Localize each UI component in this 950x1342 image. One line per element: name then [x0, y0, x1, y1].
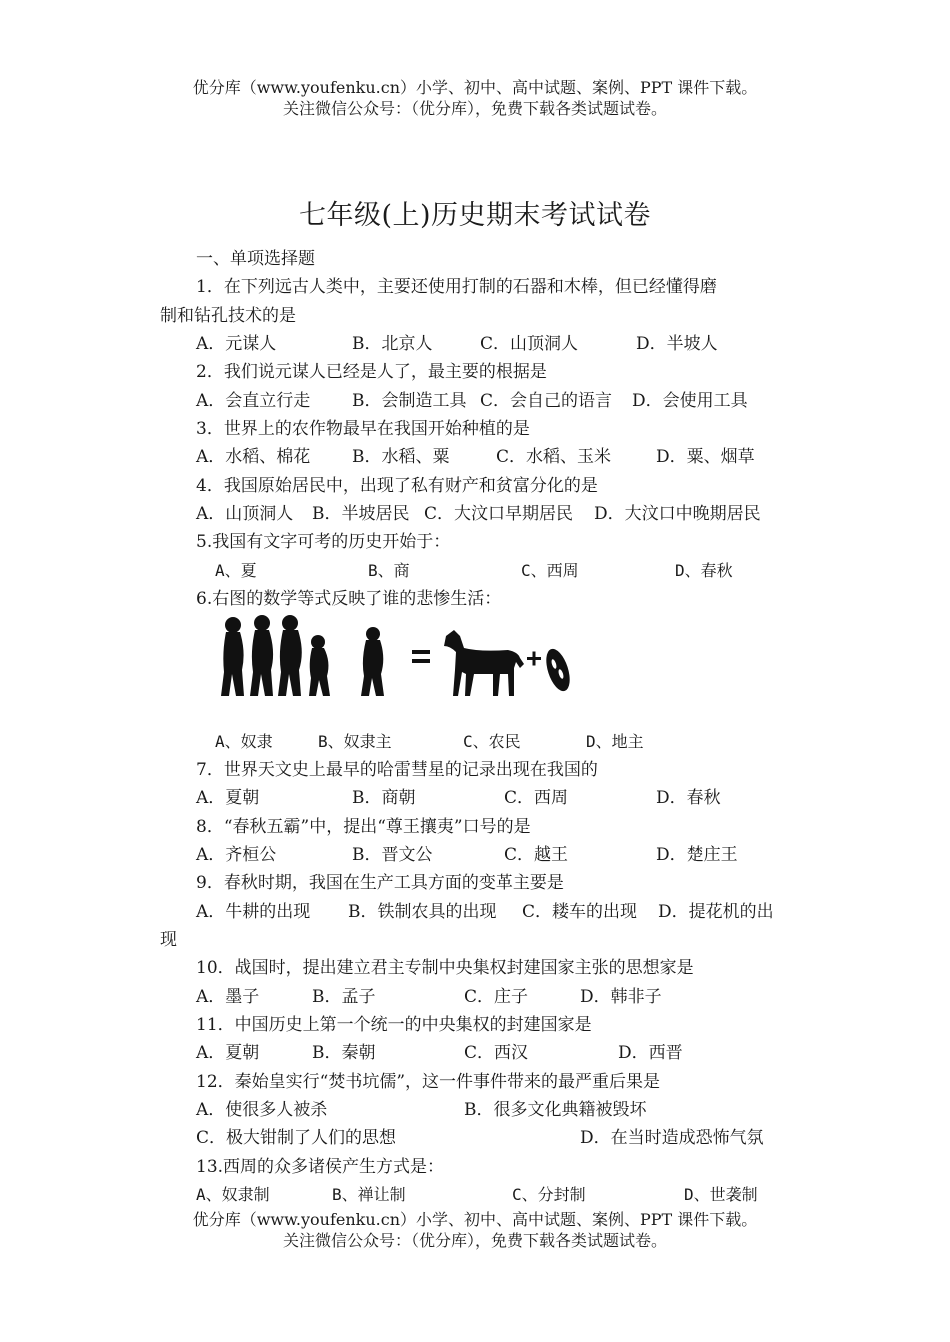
q11-option-a: A．夏朝	[196, 1043, 260, 1063]
q7-option-d: D．春秋	[656, 788, 721, 808]
q9-option-b: B．铁制农具的出现	[348, 902, 497, 922]
q1-option-d: D．半坡人	[636, 334, 718, 354]
question-9-stem: 9．春秋时期，我国在生产工具方面的变革主要是	[196, 873, 564, 893]
question-1-stem: 1．在下列远古人类中，主要还使用打制的石器和木棒，但已经懂得磨	[196, 277, 717, 297]
q8-option-b: B．晋文公	[352, 845, 433, 865]
question-5-stem: 5.我国有文字可考的历史开始于：	[196, 532, 451, 552]
q3-option-c: C．水稻、玉米	[496, 447, 612, 467]
question-10-stem: 10．战国时，提出建立君主专制中央集权封建国家主张的思想家是	[196, 958, 694, 978]
question-11-stem: 11．中国历史上第一个统一的中央集权的封建国家是	[196, 1015, 592, 1035]
footer-line-2: 关注微信公众号：（优分库），免费下载各类试题试卷。	[282, 1231, 667, 1250]
q11-option-b: B．秦朝	[312, 1043, 376, 1063]
q5-option-c: C、西周	[521, 561, 579, 580]
q4-option-d: D．大汶口中晚期居民	[594, 504, 761, 524]
q13-option-d: D、世袭制	[684, 1185, 758, 1204]
question-6-stem: 6.右图的数学等式反映了谁的悲惨生活：	[196, 589, 502, 609]
page-title: 七年级(上)历史期末考试试卷	[298, 200, 652, 231]
question-2-stem: 2．我们说元谋人已经是人了，最主要的根据是	[196, 362, 547, 382]
q6-option-a: A、奴隶	[215, 732, 273, 751]
q1-option-c: C．山顶洞人	[480, 334, 579, 354]
q2-option-b: B．会制造工具	[352, 391, 467, 411]
q12-option-d: D．在当时造成恐怖气氛	[580, 1128, 764, 1148]
q7-option-c: C．西周	[504, 788, 569, 808]
q5-option-d: D、春秋	[675, 561, 733, 580]
q2-option-a: A．会直立行走	[196, 391, 311, 411]
q6-option-c: C、农民	[463, 732, 521, 751]
q9-option-d-cont: 现	[160, 930, 177, 950]
q13-option-a: A、奴隶制	[196, 1185, 270, 1204]
q11-option-d: D．西晋	[618, 1043, 683, 1063]
q3-option-d: D．粟、烟草	[656, 447, 755, 467]
q9-option-a: A．牛耕的出现	[196, 902, 311, 922]
q10-option-b: B．孟子	[312, 987, 376, 1007]
q8-option-a: A．齐桓公	[196, 845, 277, 865]
q10-option-c: C．庄子	[464, 987, 529, 1007]
q13-option-b: B、禅让制	[332, 1185, 406, 1204]
q9-option-d: D．提花机的出	[658, 902, 774, 922]
q12-option-c: C．极大钳制了人们的思想	[196, 1128, 397, 1148]
question-4-stem: 4．我国原始居民中，出现了私有财产和贫富分化的是	[196, 476, 598, 496]
q7-option-a: A．夏朝	[196, 788, 260, 808]
q9-option-c: C．耧车的出现	[522, 902, 638, 922]
q4-option-b: B．半坡居民	[312, 504, 410, 524]
section-heading: 一、单项选择题	[196, 249, 315, 269]
q10-option-d: D．韩非子	[580, 987, 662, 1007]
q5-option-a: A、夏	[215, 561, 257, 580]
question-8-stem: 8．“春秋五霸”中，提出“尊王攘夷”口号的是	[196, 817, 531, 837]
q3-option-b: B．水稻、粟	[352, 447, 450, 467]
q11-option-c: C．西汉	[464, 1043, 529, 1063]
q6-option-b: B、奴隶主	[318, 732, 392, 751]
q1-option-b: B．北京人	[352, 334, 433, 354]
header-line-2: 关注微信公众号：（优分库），免费下载各类试题试卷。	[282, 99, 667, 118]
q4-option-a: A．山顶洞人	[196, 504, 294, 524]
q2-option-d: D．会使用工具	[632, 391, 748, 411]
silhouette-figures	[218, 612, 573, 704]
q8-option-c: C．越王	[504, 845, 569, 865]
q12-option-a: A．使很多人被杀	[196, 1100, 328, 1120]
q8-option-d: D．楚庄王	[656, 845, 738, 865]
q4-option-c: C．大汶口早期居民	[424, 504, 574, 524]
q10-option-a: A．墨子	[196, 987, 260, 1007]
question-12-stem: 12．秦始皇实行“焚书坑儒”，这一件事件带来的最严重后果是	[196, 1072, 661, 1092]
q1-option-a: A．元谋人	[196, 334, 277, 354]
q5-option-b: B、商	[368, 561, 410, 580]
slave-equation-image	[218, 612, 573, 704]
question-13-stem: 13.西周的众多诸侯产生方式是：	[196, 1157, 445, 1177]
q12-option-b: B．很多文化典籍被毁坏	[464, 1100, 647, 1120]
question-7-stem: 7．世界天文史上最早的哈雷彗星的记录出现在我国的	[196, 760, 598, 780]
q6-option-d: D、地主	[586, 732, 644, 751]
q13-option-c: C、分封制	[512, 1185, 586, 1204]
footer-line-1: 优分库（www.youfenku.cn）小学、初中、高中试题、案例、PPT 课件下载。	[192, 1210, 758, 1229]
question-3-stem: 3．世界上的农作物最早在我国开始种植的是	[196, 419, 530, 439]
question-1-stem-cont: 制和钻孔技术的是	[160, 306, 296, 326]
q7-option-b: B．商朝	[352, 788, 416, 808]
q2-option-c: C．会自己的语言	[480, 391, 613, 411]
q3-option-a: A．水稻、棉花	[196, 447, 311, 467]
header-line-1: 优分库（www.youfenku.cn）小学、初中、高中试题、案例、PPT 课件下载。	[192, 78, 758, 97]
